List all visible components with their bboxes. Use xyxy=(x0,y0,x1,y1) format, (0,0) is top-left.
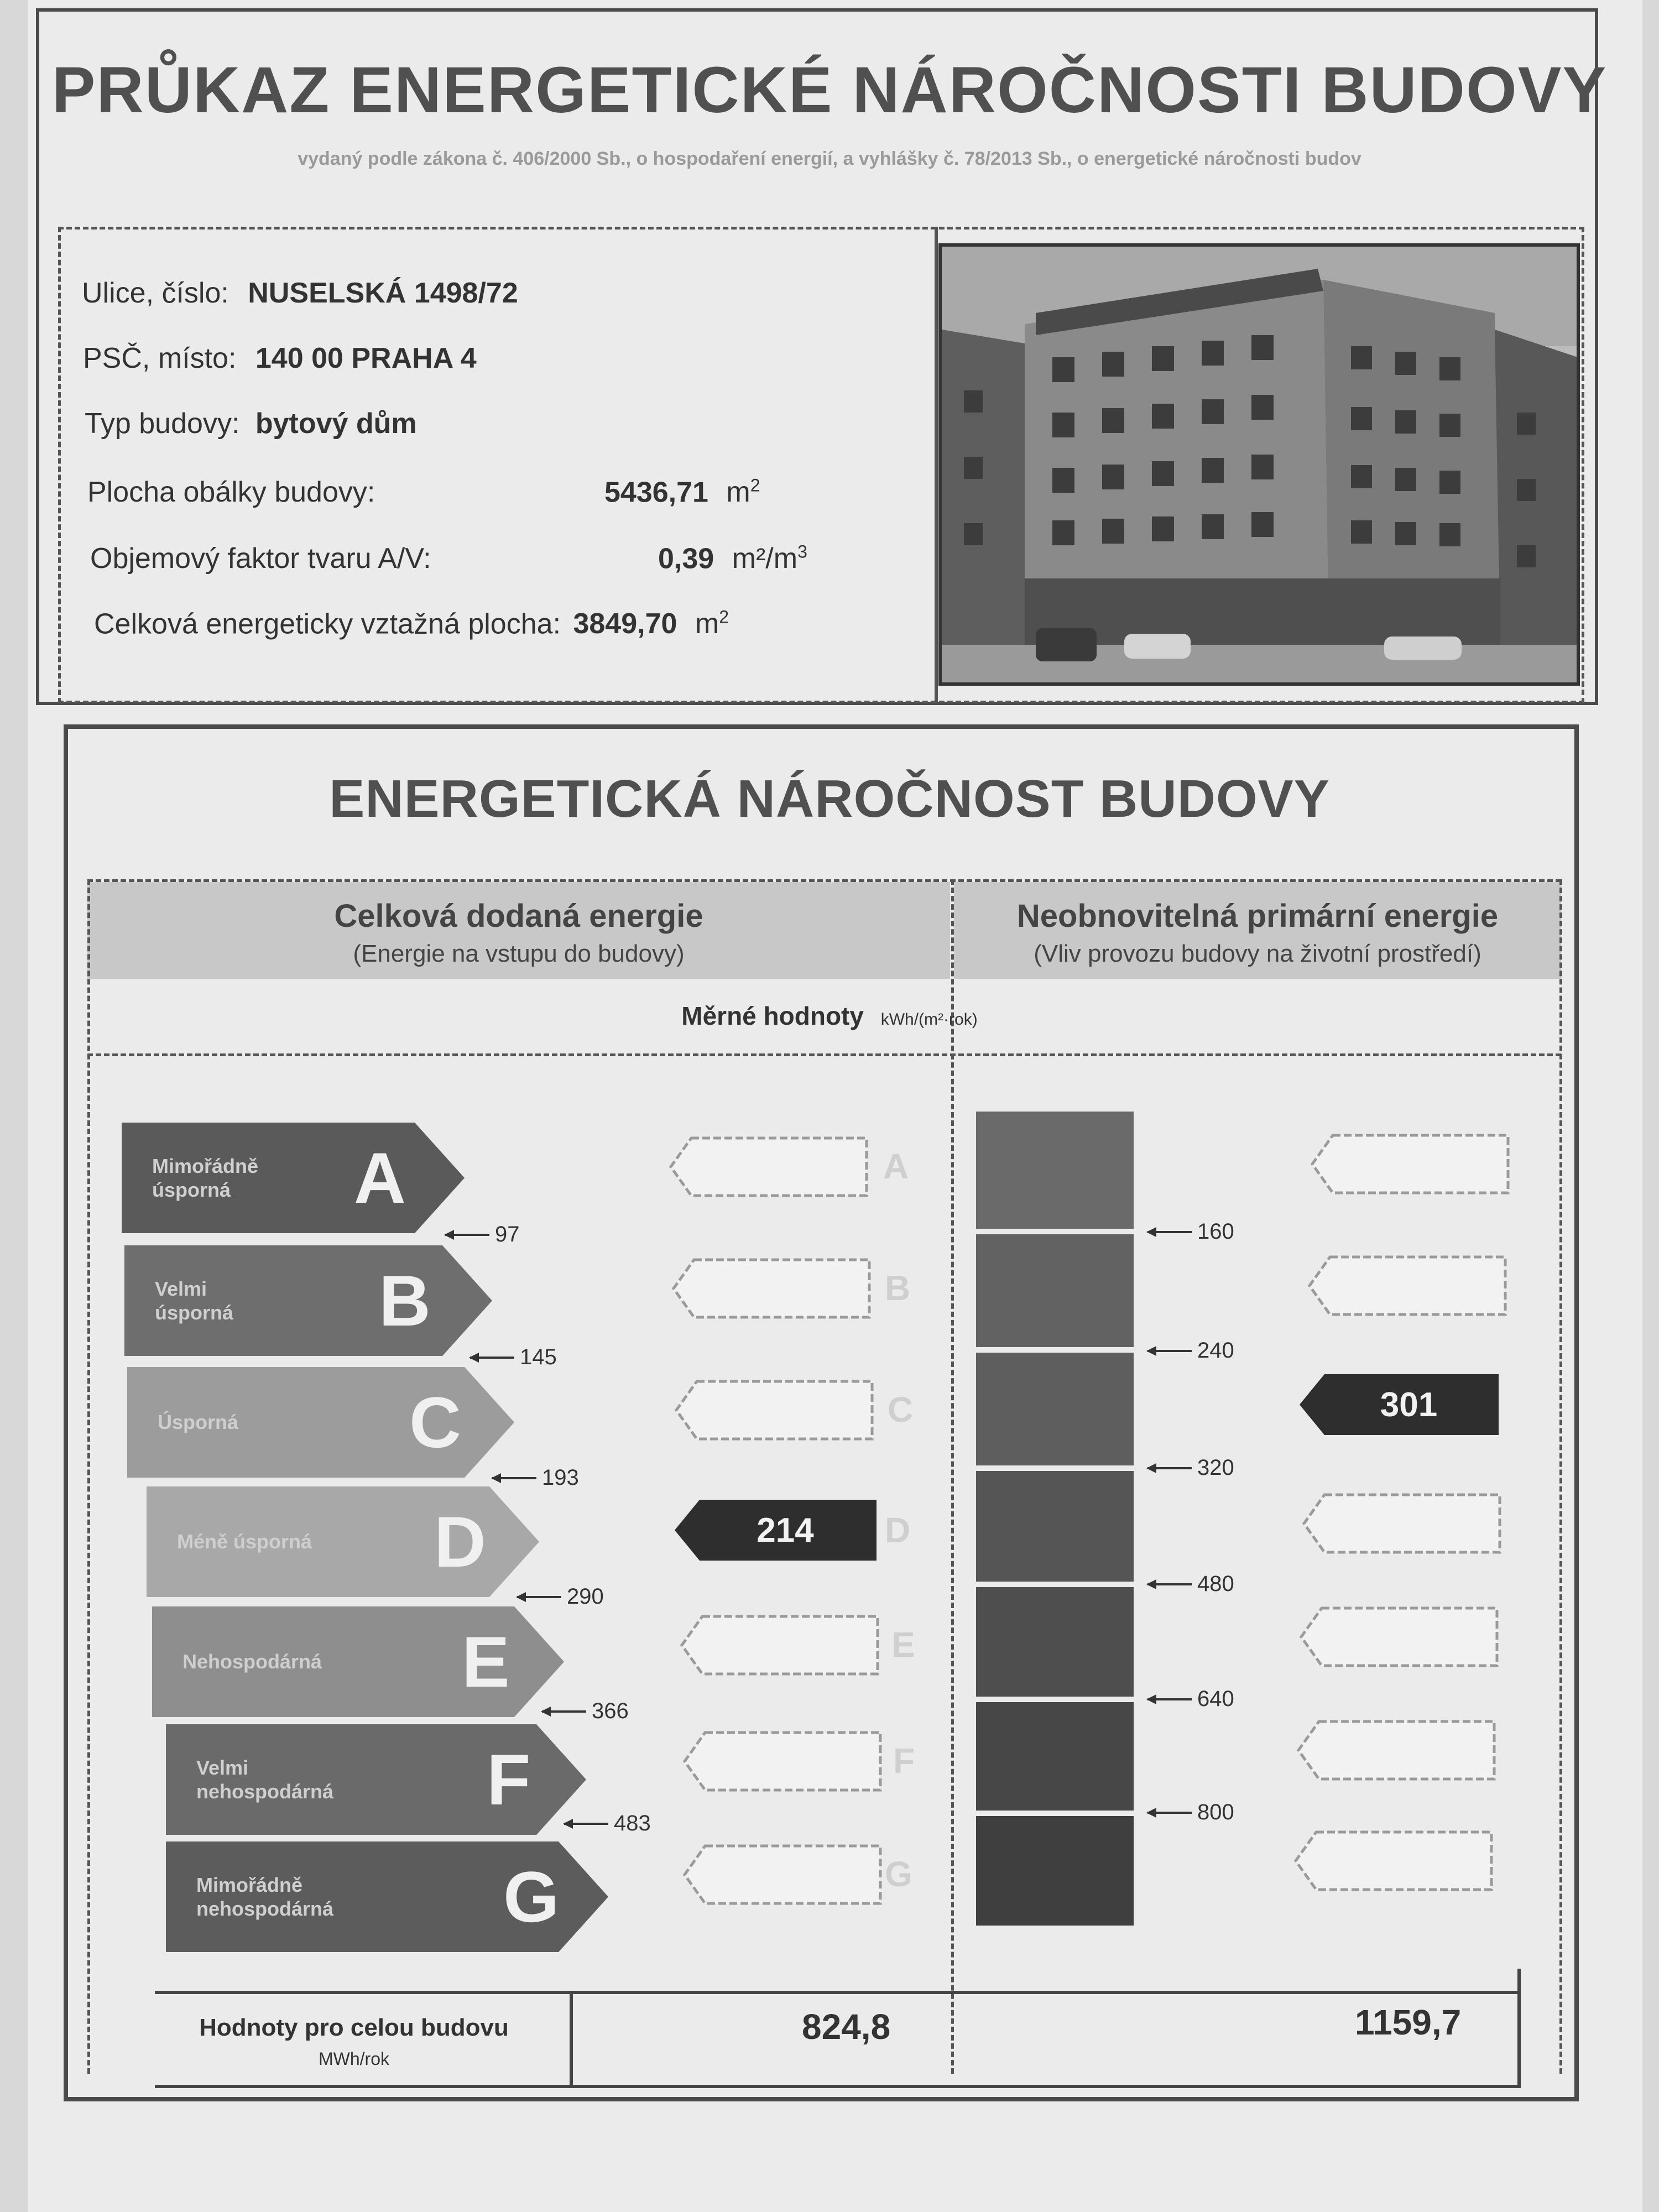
area-row: Celková energeticky vztažná plocha: 3849,70 $m^2$ xyxy=(94,607,729,640)
slot-letter-c: C xyxy=(888,1390,914,1430)
slot-letter-g: G xyxy=(885,1854,912,1894)
right-rule xyxy=(1559,879,1562,2074)
type-value: bytový dům xyxy=(255,408,417,440)
primary-slot-d xyxy=(1302,1493,1501,1554)
delivered-slot-c xyxy=(675,1380,874,1441)
primary-threshold-4-value: 480 xyxy=(1197,1572,1234,1596)
class-letter-d: D xyxy=(434,1501,486,1582)
energy-section-title: ENERGETICKÁ NÁROČNOST BUDOVY xyxy=(329,769,1330,828)
street-label: Ulice, číslo: xyxy=(82,277,229,309)
primary-slot-e xyxy=(1300,1606,1499,1667)
delivered-energy-header xyxy=(87,882,950,979)
class-name-a: Mimořádně úsporná xyxy=(152,1154,259,1201)
primary-scale-a xyxy=(976,1112,1134,1229)
totals-delivered-value: 824,8 xyxy=(802,2007,891,2047)
delivered-energy-title: Celková dodaná energie xyxy=(334,898,703,934)
primary-threshold-5 xyxy=(1147,1687,1234,1712)
primary-energy-title: Neobnovitelná primární energie xyxy=(1016,898,1499,934)
totals-right-rule xyxy=(1517,1969,1521,2088)
class-bar-e xyxy=(152,1606,564,1717)
specific-values-unit: kWh/(m²·rok) xyxy=(880,1010,978,1029)
delivered-threshold-6 xyxy=(564,1811,651,1836)
totals-divider xyxy=(570,1991,573,2088)
class-letter-g: G xyxy=(503,1856,560,1937)
primary-energy-marker xyxy=(1300,1374,1499,1435)
class-letter-a: A xyxy=(354,1138,406,1218)
primary-scale-c xyxy=(976,1353,1134,1465)
class-bar-c xyxy=(127,1367,514,1478)
delivered-energy-marker xyxy=(675,1500,877,1561)
primary-slot-g xyxy=(1294,1830,1493,1891)
primary-threshold-6-value: 800 xyxy=(1197,1800,1234,1824)
slot-letter-e: E xyxy=(891,1625,915,1665)
shape-label: Objemový faktor tvaru A/V: xyxy=(90,542,431,575)
primary-energy-header xyxy=(954,882,1561,979)
info-divider xyxy=(935,227,938,703)
primary-threshold-5-value: 640 xyxy=(1197,1687,1234,1711)
delivered-slot-f xyxy=(683,1731,882,1792)
delivered-slot-e xyxy=(680,1615,879,1676)
slot-letter-d: D xyxy=(885,1510,911,1550)
certificate-subtitle: vydaný podle zákona č. 406/2000 Sb., o hospodaření energií, a vyhlášky č. 78/2013 Sb., o energetické náročnosti budov xyxy=(298,148,1361,169)
totals-unit: MWh/rok xyxy=(319,2049,389,2069)
zip-value: 140 00 PRAHA 4 xyxy=(255,342,477,374)
delivered-threshold-1-value: 97 xyxy=(495,1222,520,1246)
delivered-energy-subtitle: (Energie na vstupu do budovy) xyxy=(353,940,685,967)
area-value: 3849,70 xyxy=(573,608,677,640)
class-name-d: Méně úsporná xyxy=(177,1530,312,1553)
envelope-value: 5436,71 xyxy=(604,476,708,509)
class-name-f: Velmi nehospodárná xyxy=(196,1756,334,1803)
primary-scale-g xyxy=(976,1816,1134,1926)
primary-slot-a xyxy=(1311,1134,1510,1194)
slot-letter-f: F xyxy=(893,1741,915,1781)
totals-bottom-rule xyxy=(155,2085,1521,2088)
slot-letter-b: B xyxy=(885,1268,911,1308)
left-rule xyxy=(87,879,90,2074)
primary-threshold-2-value: 240 xyxy=(1197,1338,1234,1363)
primary-threshold-2 xyxy=(1147,1338,1234,1363)
slot-letter-a: A xyxy=(883,1146,909,1186)
envelope-value-row: 5436,71 $m^2$ xyxy=(604,476,760,509)
delivered-energy-marker-value: 214 xyxy=(757,1511,814,1550)
specific-values-rule xyxy=(87,1053,1561,1056)
delivered-slot-b xyxy=(672,1258,871,1319)
delivered-threshold-5-value: 366 xyxy=(592,1699,629,1723)
totals-top-rule xyxy=(155,1991,1521,1994)
shape-value: 0,39 xyxy=(658,542,714,575)
delivered-threshold-2 xyxy=(470,1345,557,1370)
delivered-threshold-2-value: 145 xyxy=(520,1345,557,1369)
delivered-threshold-6-value: 483 xyxy=(614,1811,651,1835)
class-name-c: Úsporná xyxy=(158,1411,239,1434)
specific-values-label-row xyxy=(0,1001,1659,1031)
primary-slot-f xyxy=(1297,1720,1496,1781)
delivered-slot-g xyxy=(683,1844,882,1905)
building-photo xyxy=(938,243,1580,686)
class-letter-c: C xyxy=(409,1382,461,1463)
class-bar-f xyxy=(166,1724,586,1835)
primary-energy-marker-value: 301 xyxy=(1380,1385,1438,1424)
zip-label: PSČ, místo: xyxy=(83,342,237,374)
specific-values-label: Měrné hodnoty xyxy=(681,1001,864,1030)
column-divider xyxy=(951,879,954,2074)
totals-label: Hodnoty pro celou budovu xyxy=(199,2014,509,2041)
zip-row xyxy=(83,342,477,375)
envelope-unit: m xyxy=(726,476,750,509)
delivered-threshold-4-value: 290 xyxy=(567,1584,604,1609)
totals-primary-value: 1159,7 xyxy=(1355,2002,1462,2042)
shape-unit: m²/m xyxy=(732,542,798,575)
delivered-threshold-3 xyxy=(492,1465,579,1490)
type-row xyxy=(85,407,417,440)
class-bar-g xyxy=(166,1841,608,1952)
delivered-threshold-5 xyxy=(542,1699,629,1724)
primary-scale-f xyxy=(976,1702,1134,1811)
delivered-threshold-1 xyxy=(445,1222,520,1247)
class-bar-d xyxy=(147,1486,539,1597)
primary-threshold-1 xyxy=(1147,1219,1234,1244)
certificate-title: PRŮKAZ ENERGETICKÉ NÁROČNOSTI BUDOVY xyxy=(51,54,1608,127)
delivered-threshold-4 xyxy=(517,1584,604,1609)
primary-energy-subtitle: (Vliv provozu budovy na životní prostředí) xyxy=(1034,940,1481,967)
primary-threshold-6 xyxy=(1147,1800,1234,1825)
shape-value-row: 0,39 $m^2/m^3$ xyxy=(658,542,807,575)
envelope-label: Plocha obálky budovy: xyxy=(87,476,375,508)
class-letter-e: E xyxy=(462,1621,510,1702)
delivered-slot-a xyxy=(669,1136,868,1197)
primary-slot-b xyxy=(1308,1255,1507,1316)
primary-threshold-3 xyxy=(1147,1455,1234,1480)
area-unit: m xyxy=(695,608,719,640)
class-bar-b xyxy=(124,1245,492,1356)
class-name-e: Nehospodárná xyxy=(182,1650,322,1673)
street-row xyxy=(82,276,518,310)
street-value: NUSELSKÁ 1498/72 xyxy=(248,277,518,309)
primary-threshold-3-value: 320 xyxy=(1197,1455,1234,1480)
type-label: Typ budovy: xyxy=(85,408,240,440)
class-name-b: Velmi úsporná xyxy=(155,1277,234,1324)
class-name-g: Mimořádně nehospodárná xyxy=(196,1873,334,1920)
delivered-threshold-3-value: 193 xyxy=(542,1465,579,1490)
primary-scale-d xyxy=(976,1471,1134,1582)
building-photo-image xyxy=(942,247,1578,684)
primary-scale-e xyxy=(976,1587,1134,1697)
class-letter-f: F xyxy=(487,1739,531,1820)
primary-threshold-4 xyxy=(1147,1572,1234,1597)
primary-threshold-1-value: 160 xyxy=(1197,1219,1234,1244)
header-top-rule xyxy=(87,879,1561,882)
class-letter-b: B xyxy=(379,1260,431,1341)
class-bar-a xyxy=(122,1123,465,1233)
area-label: Celková energeticky vztažná plocha: xyxy=(94,608,561,640)
primary-scale-b xyxy=(976,1234,1134,1347)
